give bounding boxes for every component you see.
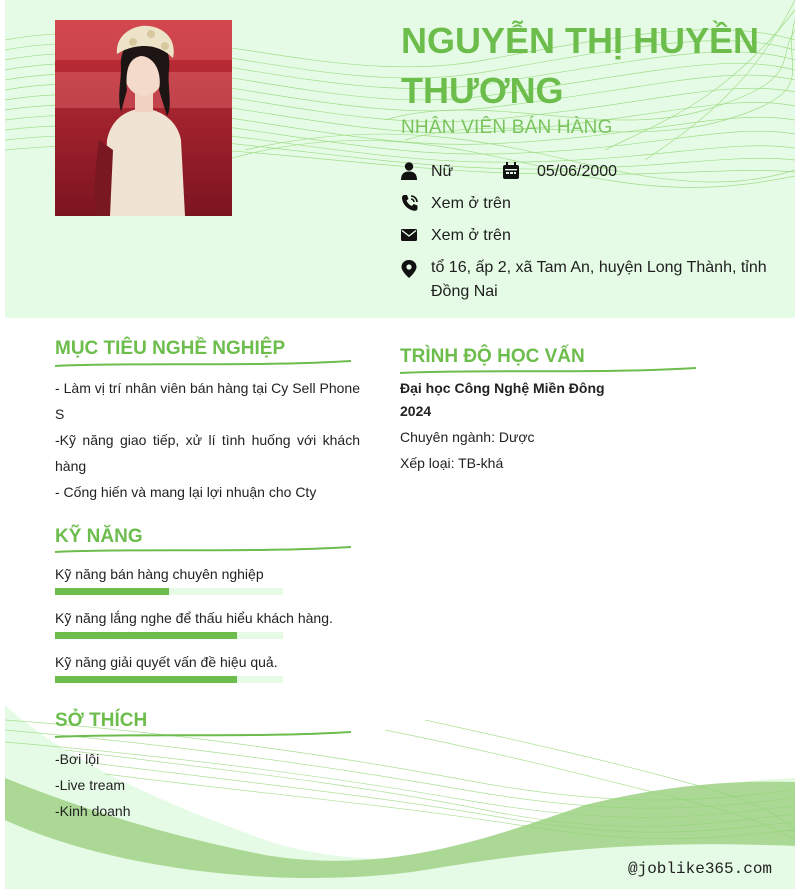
graduation-year: 2024 xyxy=(400,403,432,419)
objective-title: MỤC TIÊU NGHỀ NGHIỆP xyxy=(55,338,286,359)
hobbies-title-underline xyxy=(53,730,353,740)
map-pin-icon xyxy=(401,258,419,276)
objective-title-underline xyxy=(53,359,353,369)
skill-level-bar xyxy=(55,676,283,683)
birthdate-value: 05/06/2000 xyxy=(537,163,618,180)
objective-item: - Làm vị trí nhân viên bán hàng tại Cy Sell Phone S xyxy=(55,380,360,422)
skill-level-fill xyxy=(55,676,237,683)
education-title: TRÌNH ĐỘ HỌC VẤN xyxy=(400,346,585,367)
skill-level-fill xyxy=(55,588,169,595)
skill-label: Kỹ năng bán hàng chuyên nghiệp xyxy=(55,566,264,582)
education-rank: Xếp loại: TB-khá xyxy=(400,455,504,471)
phone-icon xyxy=(401,194,419,212)
hobby-item: -Bơi lội xyxy=(55,751,100,767)
gender-value: Nữ xyxy=(431,163,454,180)
school-name: Đại học Công Nghệ Miền Đông xyxy=(400,380,605,396)
objective-item: - Cống hiến và mang lại lợi nhuận cho Cty xyxy=(55,484,317,500)
objective-item: -Kỹ năng giao tiếp, xử lí tình huống với khách hàng xyxy=(55,432,360,474)
site-watermark: @joblike365.com xyxy=(628,860,773,878)
skills-title: KỸ NĂNG xyxy=(55,526,143,547)
candidate-name: NGUYỄN THỊ HUYỀN THƯƠNG xyxy=(401,20,760,111)
profile-photo xyxy=(55,20,232,216)
envelope-icon xyxy=(401,226,419,244)
skill-level-bar xyxy=(55,632,283,639)
address-value: tổ 16, ấp 2, xã Tam An, huyện Long Thành, tỉnh Đồng Nai xyxy=(431,259,767,300)
hobbies-title: SỞ THÍCH xyxy=(55,710,148,731)
education-major: Chuyên ngành: Dược xyxy=(400,429,535,445)
hobbies-list xyxy=(55,746,355,824)
hobby-item: -Kinh doanh xyxy=(55,803,131,819)
education-title-underline xyxy=(398,366,698,376)
skill-label: Kỹ năng giải quyết vấn đề hiệu quả. xyxy=(55,654,278,670)
skill-label: Kỹ năng lắng nghe để thấu hiểu khách hàng. xyxy=(55,610,333,626)
resume-header xyxy=(5,0,795,318)
email-value: Xem ở trên xyxy=(431,227,511,244)
address-row xyxy=(401,256,781,306)
skill-level-bar xyxy=(55,588,283,595)
user-icon xyxy=(401,162,419,180)
job-position: NHÂN VIÊN BÁN HÀNG xyxy=(401,117,613,138)
education-school-block xyxy=(400,377,660,423)
resume-page xyxy=(5,0,795,889)
hobby-item: -Live tream xyxy=(55,777,126,793)
phone-value: Xem ở trên xyxy=(431,195,511,212)
skills-title-underline xyxy=(53,545,353,555)
skill-level-fill xyxy=(55,632,237,639)
objective-list xyxy=(55,375,360,505)
calendar-icon xyxy=(503,162,521,180)
